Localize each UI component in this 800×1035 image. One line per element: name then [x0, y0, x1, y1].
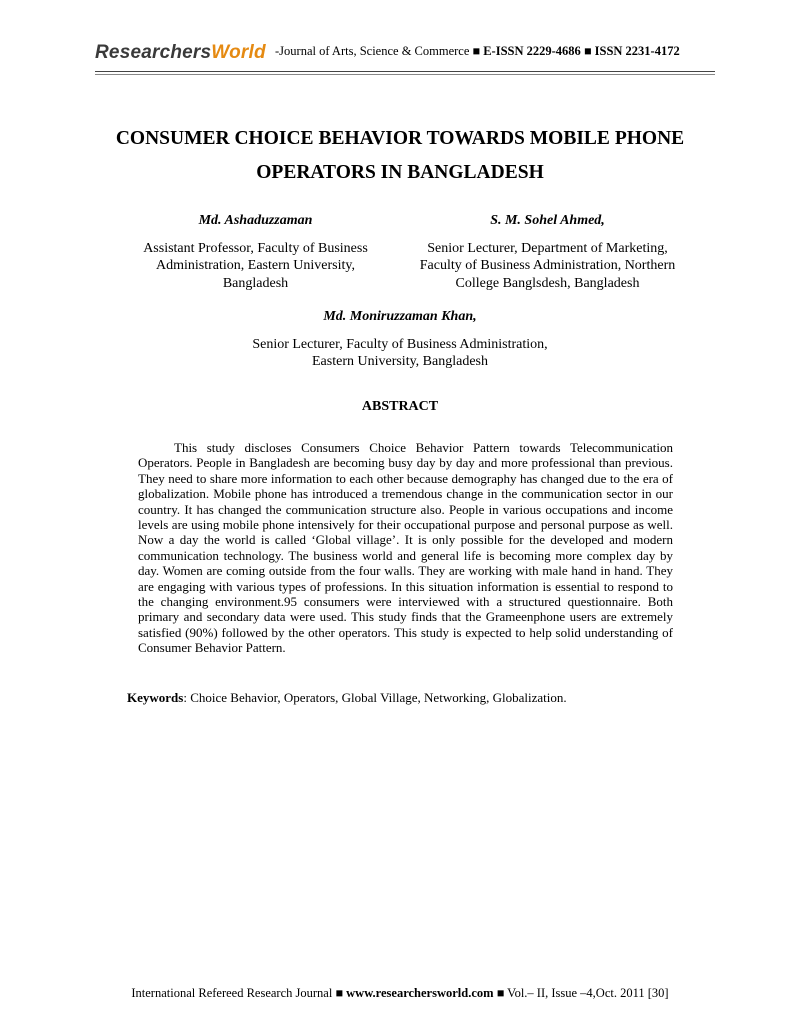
- affiliation-line: Senior Lecturer, Faculty of Business Administration,: [252, 336, 548, 352]
- separator-square-icon: ■: [583, 44, 592, 58]
- separator-square-icon: ■: [335, 986, 344, 1000]
- affiliation-line: Eastern University, Bangladesh: [312, 354, 488, 369]
- footer-journal: International Refereed Research Journal: [131, 986, 333, 1000]
- author-name: S. M. Sohel Ahmed,: [490, 213, 605, 228]
- affiliation-line: College Banglsdesh, Bangladesh: [455, 275, 640, 291]
- header-divider: [95, 71, 715, 72]
- separator-square-icon: ■: [496, 986, 505, 1000]
- affiliation-line: Senior Lecturer, Department of Marketing,: [427, 240, 668, 256]
- author-block-3: [220, 308, 580, 371]
- logo-text-world: World: [211, 42, 266, 63]
- affiliation-line: Bangladesh: [222, 275, 289, 291]
- abstract-text: This study discloses Consumers Choice Behavior Pattern towards Telecommunication Operators. People in Bangladesh are becoming busy day by day and more professional than previous. They need to share more information to each other because demography has changed due to the era of globalization. Mobile phone has introduced a tremendous change in the communication sector in our country. It has changed the communication structure also. People in various occupations and income levels are using mobile phone intensively for their occupational purpose and personal purpose as well. Now a day the world is called ‘Global village’. It is only possible for the developed and modern communication technology. The business world and general life is becoming more complex day by day. Women are coming outside from the four walls. They are working with male hand in hand. They are engaging with various types of professions. In this situation information is essential to respond to the changing environment.95 consumers were interviewed with a structured questionnaire. Both primary and secondary data were used. This study finds that the Grameenphone users are extremely satisfied (90%) followed by the other operators. This study is expected to help solid understanding of Consumer Behavior Pattern.: [138, 440, 673, 656]
- author-name: Md. Ashaduzzaman: [198, 213, 313, 228]
- separator-square-icon: ■: [472, 44, 481, 58]
- affiliation-line: Faculty of Business Administration, Northern: [419, 258, 676, 273]
- researchers-world-logo: [95, 42, 266, 64]
- header-divider-thin: [95, 74, 715, 75]
- author-block-2: [405, 212, 690, 292]
- footer-issue: Vol.– II, Issue –4,Oct. 2011 [30]: [507, 986, 669, 1000]
- journal-info: [275, 44, 680, 59]
- abstract-heading: ABSTRACT: [361, 399, 439, 414]
- paper-title: [80, 122, 720, 190]
- footer-website-link[interactable]: www.researchersworld.com: [346, 986, 494, 1000]
- journal-name: -Journal of Arts, Science & Commerce: [275, 44, 470, 58]
- author-block-1: [118, 212, 393, 292]
- journal-header: [95, 38, 715, 72]
- issn: ISSN 2231-4172: [594, 44, 680, 58]
- keywords-text: : Choice Behavior, Operators, Global Village, Networking, Globalization.: [183, 690, 567, 705]
- title-line-1: CONSUMER CHOICE BEHAVIOR TOWARDS MOBILE PHONE: [115, 128, 685, 149]
- author-name: Md. Moniruzzaman Khan,: [323, 309, 477, 324]
- keywords-line: [127, 690, 567, 706]
- logo-text-researchers: Researchers: [95, 42, 212, 63]
- affiliation-line: Administration, Eastern University,: [156, 258, 355, 273]
- affiliation-line: Assistant Professor, Faculty of Business: [143, 240, 368, 256]
- page-footer: [0, 986, 800, 1001]
- title-line-2: OPERATORS IN BANGLADESH: [256, 162, 544, 183]
- eissn: E-ISSN 2229-4686: [483, 44, 581, 58]
- keywords-label: Keywords: [127, 690, 184, 705]
